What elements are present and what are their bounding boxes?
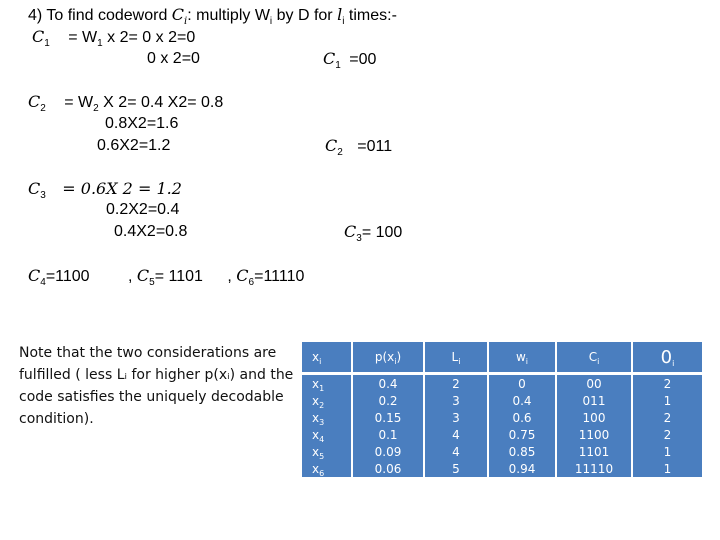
c4-value: =1100	[45, 268, 90, 285]
cell-wi: 0.75	[488, 426, 556, 443]
cell-pxi: 0.06	[352, 460, 424, 477]
cell-xi: $x_5$	[302, 443, 352, 460]
c3-equation-line3: 0.4X2=0.8	[114, 223, 188, 240]
cell-ci: 011	[556, 392, 632, 409]
c1-result	[323, 50, 376, 71]
c5-symbol: C	[136, 266, 150, 285]
c3-sub: 3	[40, 190, 46, 201]
c3-result-sub: 3	[356, 233, 362, 244]
table-row	[302, 460, 702, 477]
cell-oi: 2	[632, 374, 702, 393]
cell-xi: $x_1$	[302, 374, 352, 393]
c3-result-symbol: C	[344, 222, 357, 241]
c2-eq-w: = W	[64, 94, 94, 111]
c3-result-value: = 100	[361, 224, 403, 241]
heading	[28, 6, 397, 27]
c2-result-value: =011	[357, 138, 393, 155]
table-row	[302, 409, 702, 426]
heading-end: times:-	[348, 7, 397, 24]
c1-result-value: =00	[349, 51, 377, 68]
cell-ci: 1101	[556, 443, 632, 460]
cell-li: 2	[424, 374, 488, 393]
header-pxi: $p(x_i)$	[352, 342, 424, 374]
c2-equation-line1	[28, 93, 223, 114]
cell-pxi: 0.2	[352, 392, 424, 409]
c2-equation-line3: 0.6X2=1.2	[97, 137, 171, 154]
cell-li: 5	[424, 460, 488, 477]
c1-sub: 1	[44, 38, 50, 49]
cell-pxi: 0.15	[352, 409, 424, 426]
c1-result-symbol: C	[323, 49, 336, 68]
table-row	[302, 392, 702, 409]
c3-eq: = 0.6X 2 = 1.2	[62, 179, 182, 198]
cell-li: 4	[424, 426, 488, 443]
cell-wi: 0	[488, 374, 556, 393]
heading-ci-sub: i	[184, 16, 188, 27]
c2-result-sub: 2	[337, 147, 343, 158]
c1-w-sub: 1	[97, 38, 103, 49]
c5-sub: 5	[149, 277, 155, 288]
c2-sub: 2	[40, 103, 46, 114]
cell-pxi: 0.4	[352, 374, 424, 393]
c2-result	[325, 137, 392, 158]
codewords-summary	[28, 267, 304, 288]
c2-equation-line2: 0.8X2=1.6	[105, 115, 179, 132]
c4-sub: 4	[40, 277, 46, 288]
header-ci: $C_i$	[556, 342, 632, 374]
cell-wi: 0.94	[488, 460, 556, 477]
cell-oi: 1	[632, 443, 702, 460]
cell-xi: $x_4$	[302, 426, 352, 443]
c3-equation-line1	[28, 180, 182, 201]
cell-xi: $x_3$	[302, 409, 352, 426]
c2-eq-rest: X 2= 0.4 X2= 0.8	[103, 94, 224, 111]
heading-ci-symbol: C	[171, 5, 185, 24]
heading-rest: by D for	[276, 7, 333, 24]
c1-eq-rest: x 2= 0 x 2=0	[107, 29, 196, 46]
heading-l-symbol: l	[337, 5, 343, 24]
cell-ci: 00	[556, 374, 632, 393]
c3-symbol: C	[28, 179, 41, 198]
c3-result	[344, 223, 402, 244]
c3-equation-line2: 0.2X2=0.4	[106, 201, 180, 218]
c2-symbol: C	[28, 92, 41, 111]
c1-symbol: C	[32, 27, 45, 46]
header-li: $L_i$	[424, 342, 488, 374]
cell-ci: 100	[556, 409, 632, 426]
note-text: Note that the two considerations are fulfilled ( less Lᵢ for higher p(xᵢ) and the code satisfies the uniquely decodable condition).	[19, 345, 294, 427]
cell-wi: 0.4	[488, 392, 556, 409]
cell-ci: 11110	[556, 460, 632, 477]
c1-equation-line2: 0 x 2=0	[147, 50, 200, 67]
c6-symbol: C	[236, 266, 249, 285]
c5-value: = 1101	[154, 268, 203, 285]
heading-w-sub: i	[269, 16, 273, 27]
heading-prefix: 4) To find codeword	[28, 7, 168, 24]
cell-pxi: 0.09	[352, 443, 424, 460]
c2-w-sub: 2	[93, 103, 99, 114]
c1-equation-line1	[32, 28, 195, 49]
table-body	[302, 374, 702, 478]
header-oi: $0_i$	[632, 342, 702, 374]
table-row	[302, 374, 702, 393]
cell-xi: $x_2$	[302, 392, 352, 409]
cell-li: 4	[424, 443, 488, 460]
cell-oi: 1	[632, 392, 702, 409]
c6-value: =11110	[254, 268, 305, 285]
table-row	[302, 426, 702, 443]
c2-result-symbol: C	[325, 136, 338, 155]
heading-l-sub: i	[342, 16, 345, 27]
c6-sub: 6	[248, 277, 255, 288]
cell-ci: 1100	[556, 426, 632, 443]
code-table	[302, 342, 702, 477]
table-row	[302, 443, 702, 460]
table-header-row	[302, 342, 702, 374]
cell-xi: $x_6$	[302, 460, 352, 477]
cell-oi: 2	[632, 409, 702, 426]
header-wi: $w_i$	[488, 342, 556, 374]
c1-eq-w: = W	[68, 29, 98, 46]
separator-1: ,	[128, 268, 133, 285]
cell-pxi: 0.1	[352, 426, 424, 443]
cell-li: 3	[424, 409, 488, 426]
cell-li: 3	[424, 392, 488, 409]
cell-wi: 0.85	[488, 443, 556, 460]
heading-middle: : multiply W	[187, 7, 270, 24]
cell-oi: 1	[632, 460, 702, 477]
c1-result-sub: 1	[335, 60, 341, 71]
separator-2: ,	[227, 268, 232, 285]
cell-oi: 2	[632, 426, 702, 443]
header-xi: $x_i$	[302, 342, 352, 374]
cell-wi: 0.6	[488, 409, 556, 426]
c4-symbol: C	[28, 266, 41, 285]
